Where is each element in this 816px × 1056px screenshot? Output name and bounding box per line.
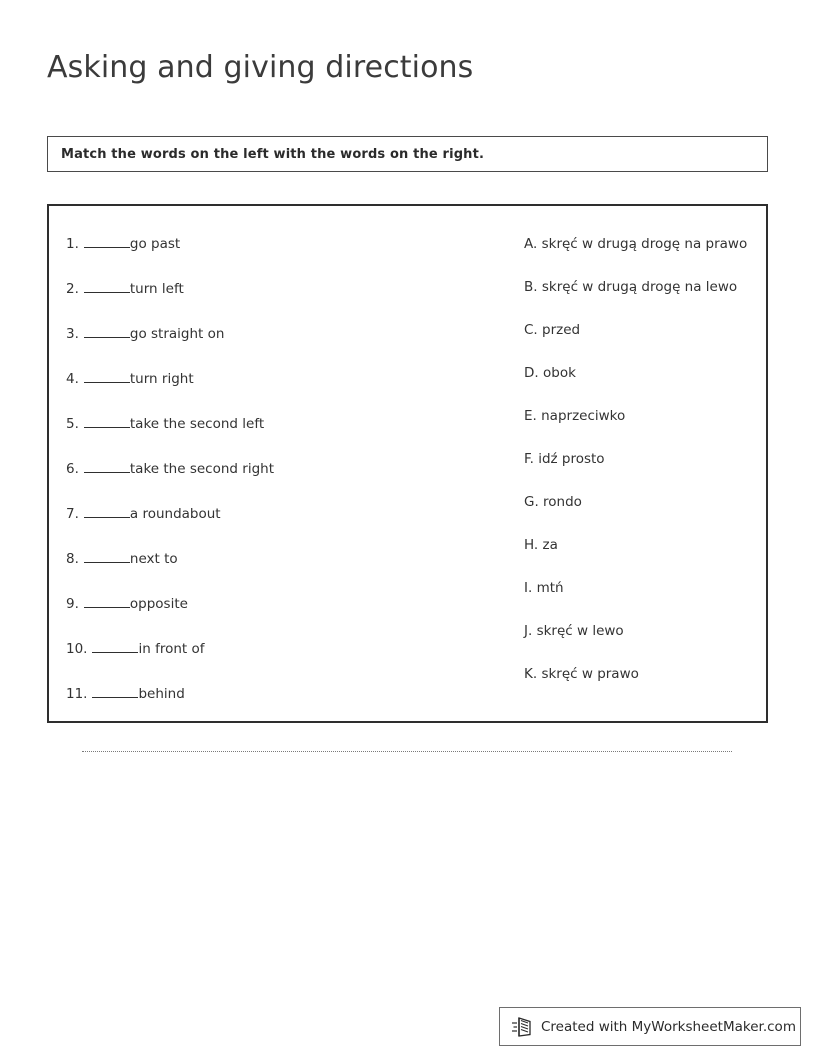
list-item[interactable] (524, 407, 625, 425)
list-item[interactable] (524, 622, 624, 640)
list-item[interactable] (66, 639, 205, 658)
list-item[interactable] (524, 450, 605, 468)
option-letter: I. (524, 580, 537, 596)
matching-exercise-box (47, 204, 768, 723)
option-word: przed (542, 322, 581, 338)
list-item[interactable] (66, 414, 264, 433)
footer-badge[interactable] (499, 1007, 801, 1046)
item-word: go past (129, 236, 181, 252)
list-item[interactable] (524, 364, 576, 382)
worksheet-maker-logo-icon (511, 1016, 533, 1038)
option-word: rondo (543, 494, 582, 510)
option-letter: C. (524, 322, 543, 338)
list-item[interactable] (524, 536, 558, 554)
option-word: skręć w prawo (541, 666, 639, 682)
option-word: za (542, 537, 558, 553)
list-item[interactable] (66, 324, 224, 343)
answer-blank[interactable] (84, 414, 130, 428)
answer-blank[interactable] (84, 324, 130, 338)
option-letter: J. (524, 623, 537, 639)
item-number: 6. (66, 461, 79, 477)
option-word: skręć w lewo (536, 623, 624, 639)
answer-blank[interactable] (84, 279, 130, 293)
instruction-box (47, 136, 768, 172)
item-number: 7. (66, 506, 79, 522)
option-word: skręć w drugą drogę na prawo (541, 236, 748, 252)
item-number: 1. (66, 236, 79, 252)
answer-blank[interactable] (92, 639, 138, 653)
option-word: idź prosto (538, 451, 605, 467)
item-number: 10. (66, 641, 88, 657)
list-item[interactable] (66, 549, 178, 568)
answer-blank[interactable] (84, 459, 130, 473)
option-letter: K. (524, 666, 542, 682)
instruction-text: Match the words on the left with the words on the right. (61, 146, 485, 162)
option-letter: F. (524, 451, 539, 467)
item-word: a roundabout (129, 506, 221, 522)
item-word: behind (138, 686, 185, 702)
answer-blank[interactable] (84, 504, 130, 518)
item-number: 11. (66, 686, 88, 702)
right-column (499, 206, 766, 721)
item-number: 2. (66, 281, 79, 297)
item-word: next to (129, 551, 178, 567)
left-column (49, 206, 499, 721)
item-word: turn right (129, 371, 194, 387)
item-number: 3. (66, 326, 79, 342)
dotted-divider (82, 751, 732, 752)
list-item[interactable] (524, 579, 564, 597)
item-number: 4. (66, 371, 79, 387)
answer-blank[interactable] (84, 549, 130, 563)
list-item[interactable] (66, 279, 184, 298)
option-word: naprzeciwko (541, 408, 626, 424)
option-word: mtń (536, 580, 564, 596)
option-letter: H. (524, 537, 543, 553)
option-letter: E. (524, 408, 542, 424)
list-item[interactable] (524, 235, 747, 253)
answer-blank[interactable] (84, 369, 130, 383)
list-item[interactable] (66, 369, 194, 388)
list-item[interactable] (524, 665, 639, 683)
page-title: Asking and giving directions (47, 50, 474, 85)
item-word: turn left (129, 281, 184, 297)
option-letter: D. (524, 365, 543, 381)
option-letter: G. (524, 494, 544, 510)
answer-blank[interactable] (92, 684, 138, 698)
list-item[interactable] (66, 594, 188, 613)
list-item[interactable] (524, 278, 737, 296)
answer-blank[interactable] (84, 594, 130, 608)
item-word: go straight on (129, 326, 225, 342)
item-word: in front of (138, 641, 205, 657)
option-word: skręć w drugą drogę na lewo (541, 279, 738, 295)
list-item[interactable] (66, 504, 221, 523)
list-item[interactable] (524, 321, 580, 339)
option-word: obok (542, 365, 576, 381)
item-word: take the second right (129, 461, 274, 477)
item-number: 5. (66, 416, 79, 432)
answer-blank[interactable] (84, 234, 130, 248)
list-item[interactable] (66, 684, 185, 703)
footer-badge-text: Created with MyWorksheetMaker.com (541, 1018, 796, 1035)
option-letter: B. (524, 279, 542, 295)
item-number: 9. (66, 596, 79, 612)
list-item[interactable] (66, 459, 274, 478)
item-word: opposite (129, 596, 188, 612)
list-item[interactable] (524, 493, 582, 511)
option-letter: A. (524, 236, 542, 252)
item-word: take the second left (129, 416, 265, 432)
item-number: 8. (66, 551, 79, 567)
list-item[interactable] (66, 234, 180, 253)
